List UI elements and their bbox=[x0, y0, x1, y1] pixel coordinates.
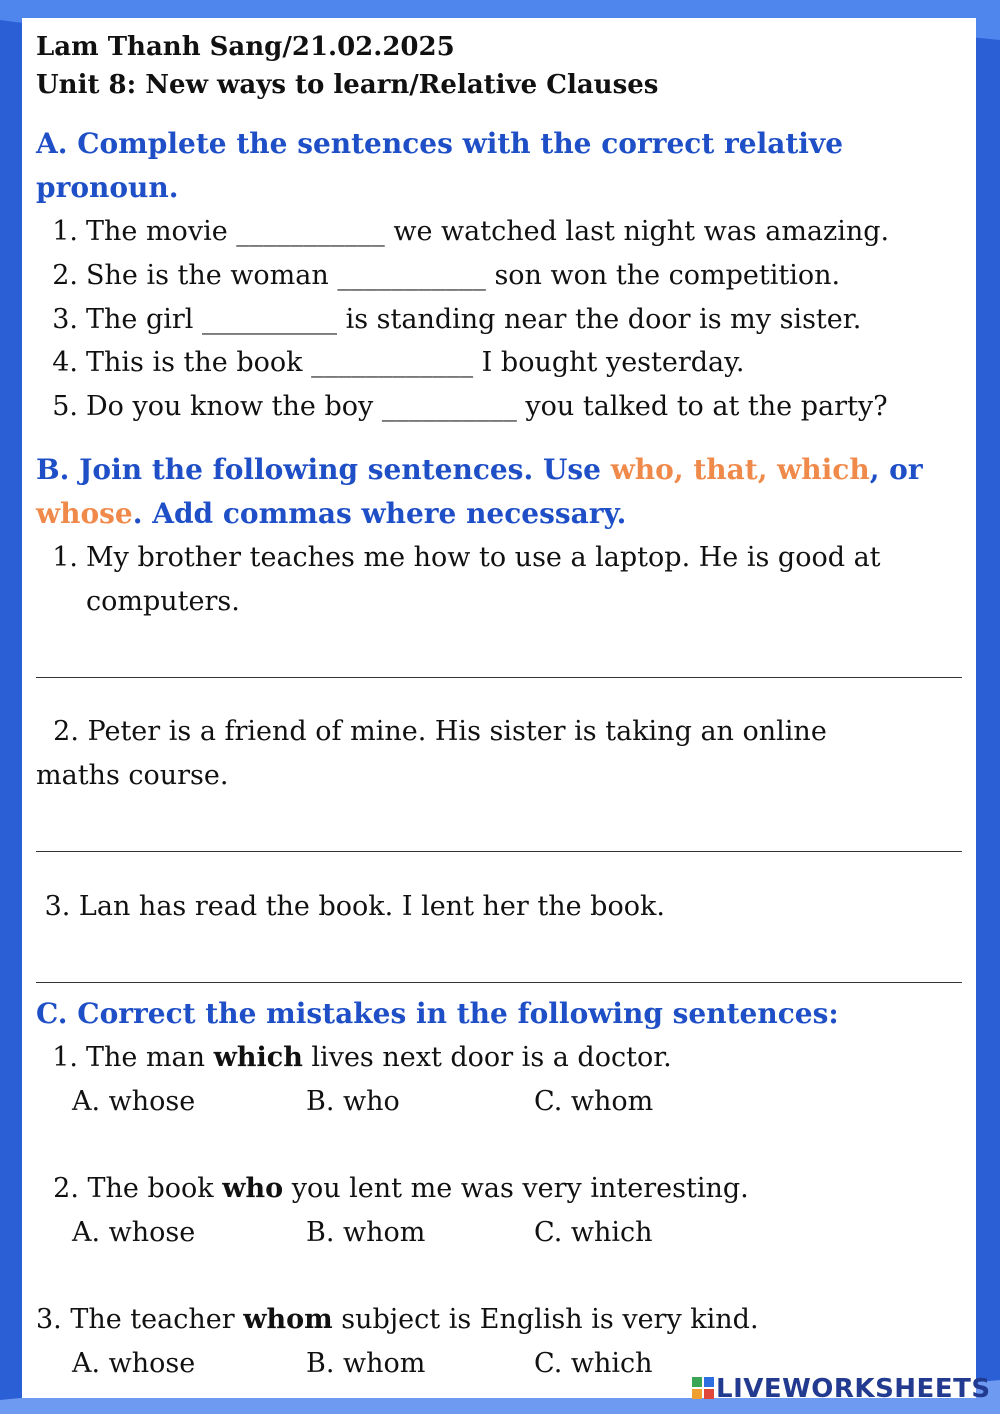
section-c-question bbox=[36, 1175, 749, 1202]
item-text: This is the book ____________ I bought yesterday. bbox=[86, 347, 745, 378]
question-text: The man bbox=[86, 1042, 214, 1073]
section-b-item: 2. Peter is a friend of mine. His sister is taking an online bbox=[36, 716, 827, 747]
section-b-item-cont: computers. bbox=[86, 586, 240, 617]
question-text: 2. The book bbox=[36, 1173, 223, 1204]
section-c-question bbox=[48, 1044, 672, 1071]
section-a-item bbox=[48, 393, 888, 420]
section-b-item: 3. Lan has read the book. I lent her the book. bbox=[36, 891, 665, 922]
mistake-word: which bbox=[213, 1042, 303, 1073]
item-number: 4. bbox=[52, 347, 78, 378]
unit-title: Unit 8: New ways to learn/Relative Clauses bbox=[36, 70, 659, 100]
worksheet-page bbox=[22, 18, 976, 1398]
item-text: She is the woman ___________ son won the competition. bbox=[86, 260, 841, 291]
option-b[interactable]: B. whom bbox=[306, 1348, 426, 1379]
question-text: 3. The teacher bbox=[36, 1304, 244, 1335]
item-text: My brother teaches me how to use a laptop. He is good at bbox=[86, 542, 881, 573]
section-a-item bbox=[48, 349, 744, 376]
author-date: Lam Thanh Sang/21.02.2025 bbox=[36, 32, 455, 62]
option-c[interactable]: C. whom bbox=[534, 1086, 654, 1117]
section-a-item bbox=[48, 218, 889, 245]
item-text: The movie ___________ we watched last night was amazing. bbox=[86, 216, 890, 247]
option-c[interactable]: C. which bbox=[534, 1217, 653, 1248]
question-text: subject is English is very kind. bbox=[332, 1304, 759, 1335]
answer-line[interactable] bbox=[36, 982, 962, 983]
pronoun-highlight: whose bbox=[36, 497, 133, 530]
section-c-question bbox=[36, 1306, 759, 1333]
answer-line[interactable] bbox=[36, 677, 962, 678]
item-number: 5. bbox=[52, 391, 78, 422]
item-number: 1. bbox=[52, 216, 78, 247]
liveworksheets-logo-text: LIVEWORKSHEETS bbox=[716, 1374, 991, 1404]
section-b-item-cont: maths course. bbox=[36, 760, 229, 791]
item-number: 1. bbox=[52, 542, 78, 573]
section-a-title-cont: pronoun. bbox=[36, 171, 179, 204]
mistake-word: whom bbox=[243, 1304, 333, 1335]
option-c[interactable]: C. which bbox=[534, 1348, 653, 1379]
answer-line[interactable] bbox=[36, 851, 962, 852]
option-a[interactable]: A. whose bbox=[72, 1348, 196, 1379]
option-a[interactable]: A. whose bbox=[72, 1217, 196, 1248]
section-c-title: C. Correct the mistakes in the following sentences: bbox=[36, 997, 839, 1030]
section-a-item bbox=[48, 306, 861, 333]
section-a-item bbox=[48, 262, 840, 289]
section-b-title bbox=[36, 453, 923, 486]
item-number: 1. bbox=[52, 1042, 78, 1073]
option-b[interactable]: B. who bbox=[306, 1086, 400, 1117]
pronoun-highlight: who, that, which bbox=[610, 453, 870, 486]
section-b-title-part: , or bbox=[869, 453, 923, 486]
item-text: The girl __________ is standing near the door is my sister. bbox=[86, 304, 862, 335]
section-b-title-part: . Add commas where necessary. bbox=[132, 497, 627, 530]
section-a-title: A. Complete the sentences with the correct relative bbox=[36, 127, 844, 160]
liveworksheets-logo bbox=[692, 1374, 991, 1402]
section-b-item bbox=[48, 544, 881, 571]
section-b-title-cont bbox=[36, 497, 627, 530]
question-text: lives next door is a doctor. bbox=[302, 1042, 672, 1073]
question-text: you lent me was very interesting. bbox=[283, 1173, 749, 1204]
item-text: Do you know the boy __________ you talked to at the party? bbox=[86, 391, 888, 422]
liveworksheets-logo-icon bbox=[692, 1377, 714, 1399]
section-b-title-part: B. Join the following sentences. Use bbox=[36, 453, 611, 486]
option-b[interactable]: B. whom bbox=[306, 1217, 426, 1248]
item-number: 2. bbox=[52, 260, 78, 291]
mistake-word: who bbox=[222, 1173, 284, 1204]
option-a[interactable]: A. whose bbox=[72, 1086, 196, 1117]
item-number: 3. bbox=[52, 304, 78, 335]
